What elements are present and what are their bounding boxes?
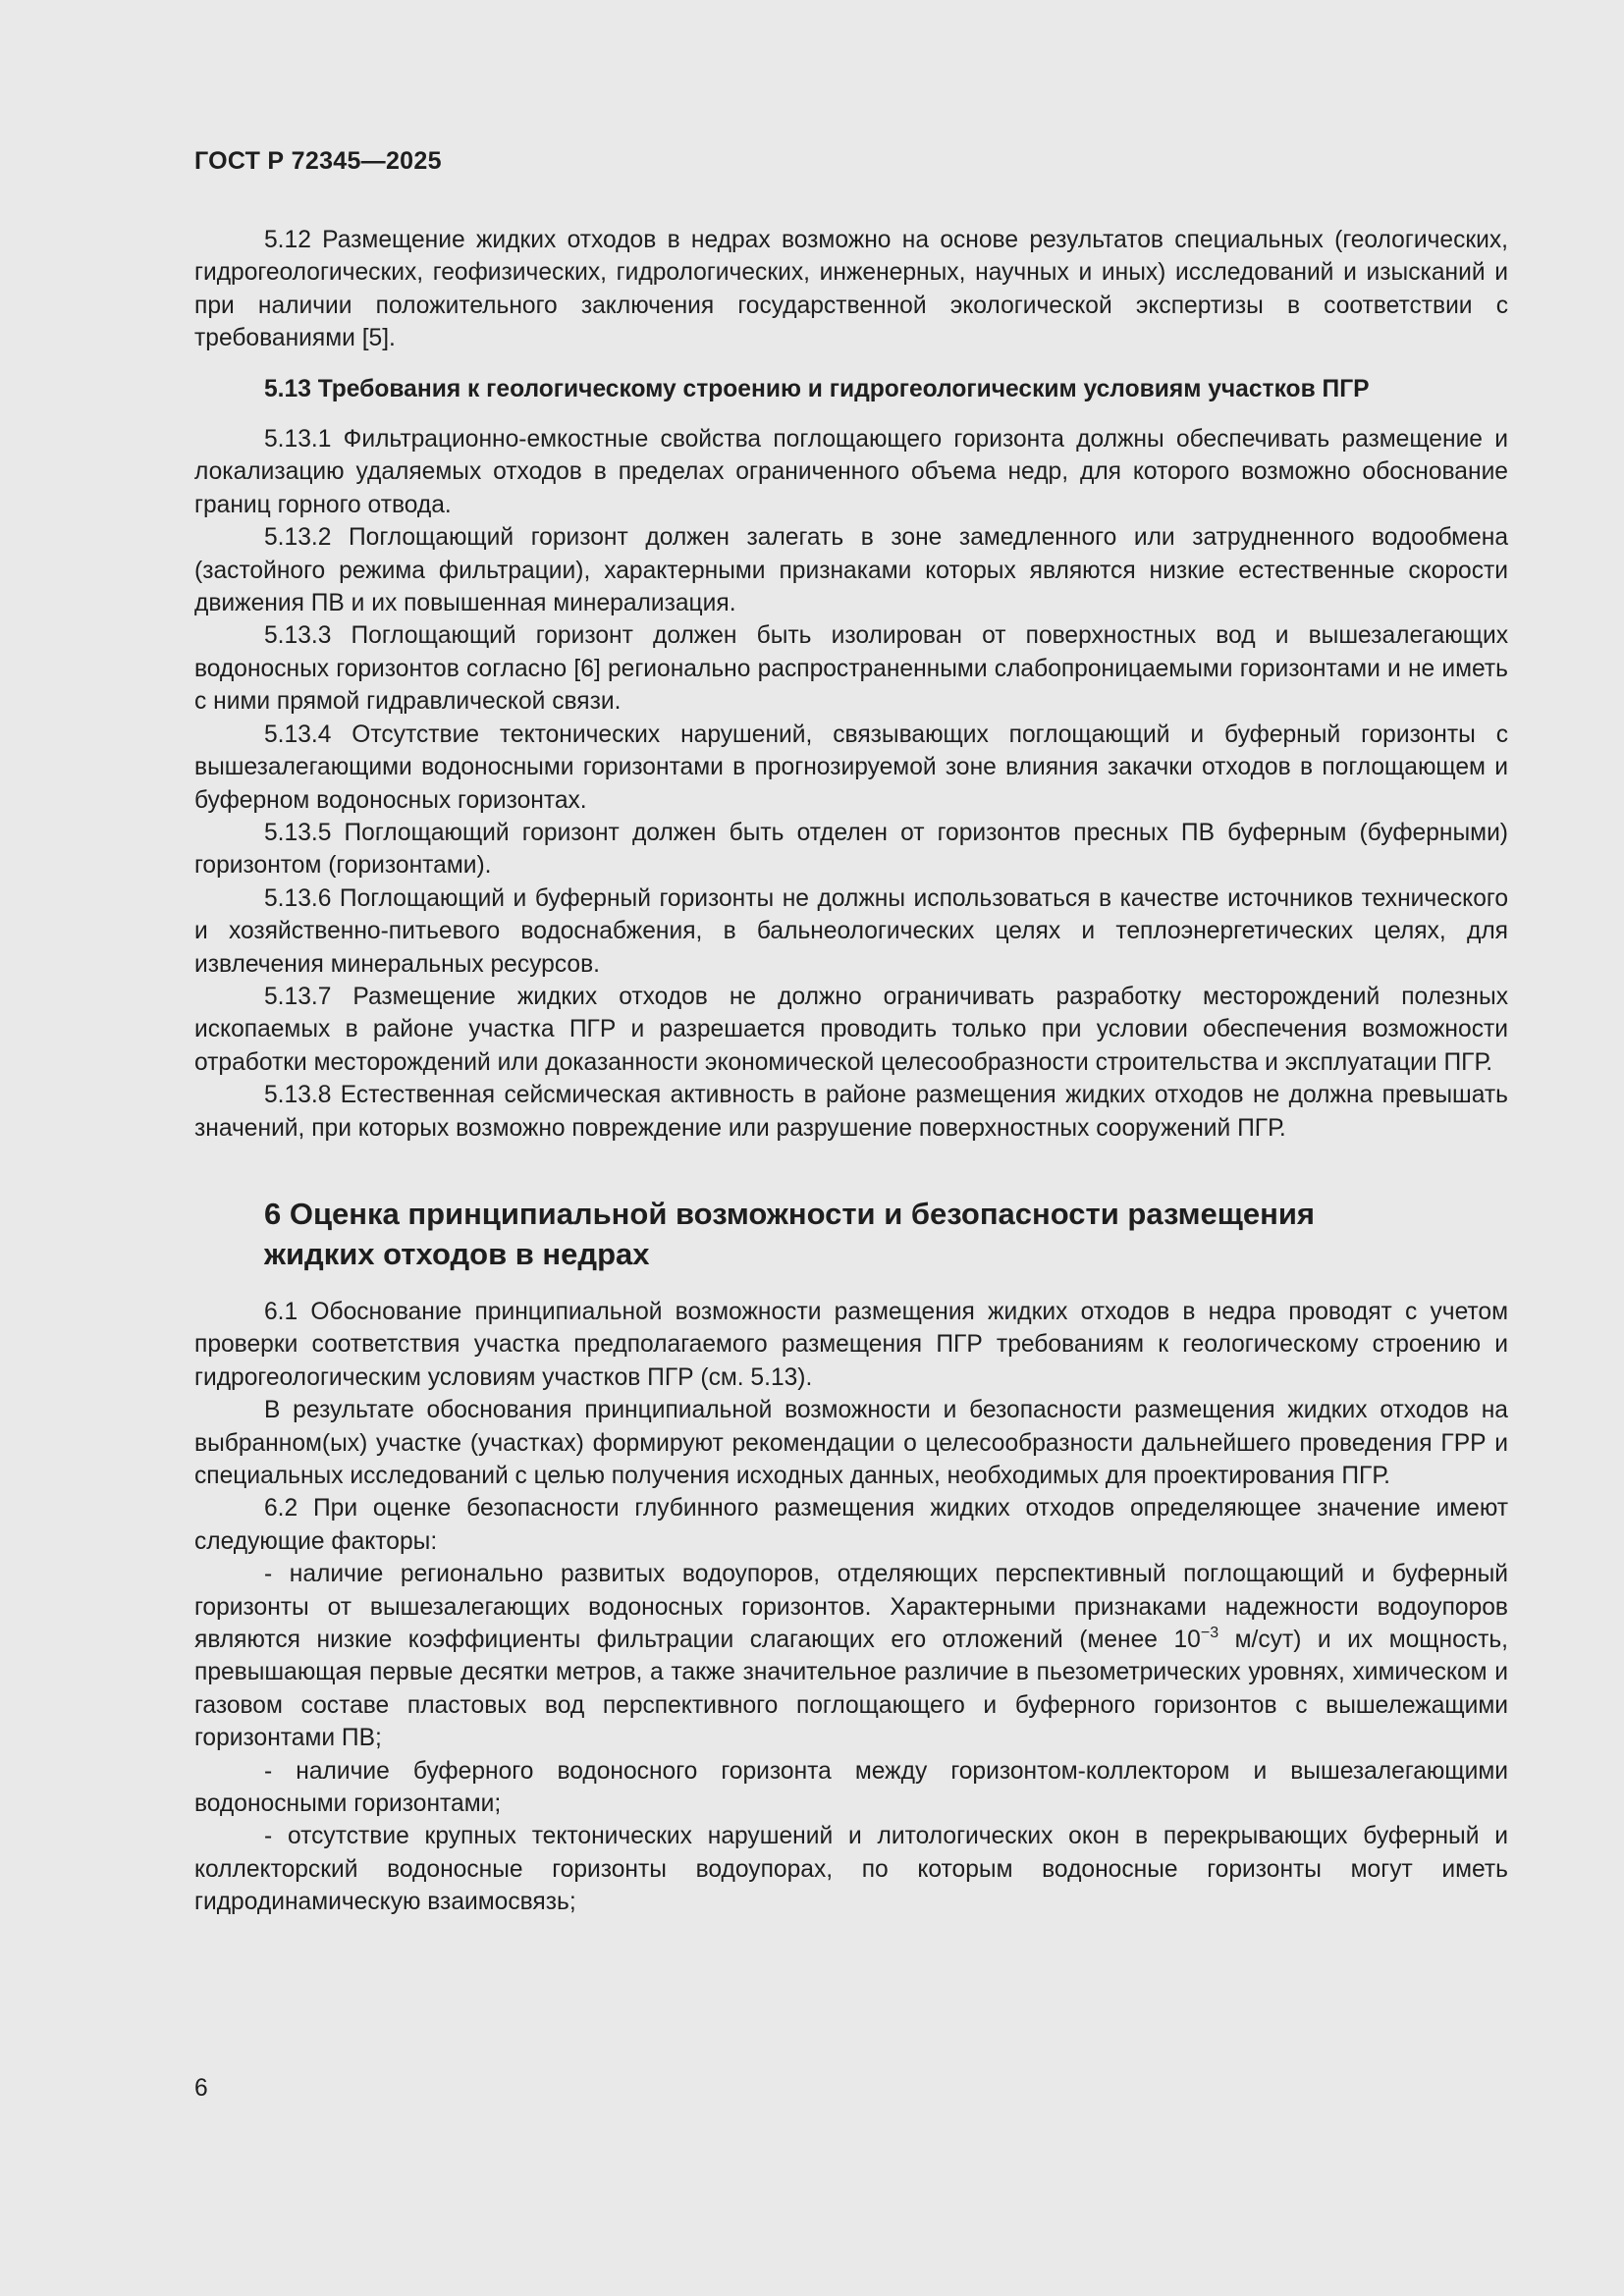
- paragraph-5-13-3: 5.13.3 Поглощающий горизонт должен быть изолирован от поверхностных вод и вышезалегающих водоносных горизонтов согласно [6] регионально распространенными слабопроницаемыми горизонтами и не иметь с ними прямой гидравлической связи.: [194, 622, 1508, 716]
- paragraph-5-13-5: 5.13.5 Поглощающий горизонт должен быть отделен от горизонтов пресных ПВ буферным (буферными) горизонтом (горизонтами).: [194, 819, 1508, 880]
- paragraph-5-13-1: 5.13.1 Фильтрационно-емкостные свойства поглощающего горизонта должны обеспечивать размещение и локализацию удаляемых отходов в пределах ограниченного объема недр, для которого возможно обоснование границ горного отвода.: [194, 426, 1508, 518]
- paragraph-5-12: 5.12 Размещение жидких отходов в недрах возможно на основе результатов специальных (геологических, гидрогеологических, геофизических, гидрологических, инженерных, научных и иных) исследований и изысканий и при наличии положительного заключения государственной экологической экспертизы в соответствии с требованиями [5].: [194, 227, 1508, 352]
- list-item-aquitards: [194, 1558, 1508, 1754]
- paragraph-5-13-4: 5.13.4 Отсутствие тектонических нарушений, связывающих поглощающий и буферный горизонты с вышезалегающими водоносными горизонтами в прогнозируемой зоне влияния закачки отходов в поглощающем и буферном водоносных горизонтах.: [194, 721, 1508, 814]
- list-item-aquitards-text-start: - наличие регионально развитых водоупоров, отделяющих перспективный поглощающий и буферный горизонты от вышезалегающих водоносных горизонтов. Характерными признаками надежности водоупоров являются низкие коэффициенты фильтрации слагающих его отложений (менее 10: [194, 1561, 1508, 1654]
- list-item-tectonic-faults: - отсутствие крупных тектонических нарушений и литологических окон в перекрывающих буферный и коллекторский водоносные горизонты водоупорах, по которым водоносные горизонты могут иметь гидродинамическую взаимосвязь;: [194, 1823, 1508, 1916]
- paragraph-6-1-result: В результате обоснования принципиальной возможности и безопасности размещения жидких отходов на выбранном(ых) участке (участках) формируют рекомендации о целесообразности дальнейшего проведения ГРР и специальных исследований с целью получения исходных данных, необходимых для проектирования ПГР.: [194, 1397, 1508, 1489]
- document-header: ГОСТ Р 72345—2025: [194, 147, 442, 175]
- section-6-heading: [194, 1194, 1508, 1274]
- paragraph-5-13-2: 5.13.2 Поглощающий горизонт должен залегать в зоне замедленного или затрудненного водообмена (застойного режима фильтрации), характерными признаками которых являются низкие естественные скорости движения ПВ и их повышенная минерализация.: [194, 524, 1508, 617]
- paragraph-5-13-8: 5.13.8 Естественная сейсмическая активность в районе размещения жидких отходов не должна превышать значений, при которых возможно повреждение или разрушение поверхностных сооружений ПГР.: [194, 1082, 1508, 1142]
- document-page: [194, 0, 1508, 2296]
- heading-5-13: 5.13 Требования к геологическому строению и гидрогеологическим условиям участков ПГР: [264, 375, 1370, 402]
- page-number: 6: [194, 2075, 208, 2102]
- list-item-buffer-horizon: - наличие буферного водоносного горизонта между горизонтом-коллектором и вышезалегающими водоносными горизонтами;: [194, 1757, 1508, 1818]
- paragraph-6-1: 6.1 Обоснование принципиальной возможности размещения жидких отходов в недра проводят с учетом проверки соответствия участка предполагаемого размещения ПГР требованиям к геологическому строению и гидрогеологическим условиям участков ПГР (см. 5.13).: [194, 1298, 1508, 1391]
- list-item-aquitards-text-end: м/сут) и их мощность, превышающая первые десятки метров, а также значительное различие в пьезометрических уровнях, химическом и газовом составе пластовых вод перспективного поглощающего и буферного горизонтов с вышележащими горизонтами ПВ;: [194, 1627, 1508, 1752]
- paragraph-6-2: 6.2 При оценке безопасности глубинного размещения жидких отходов определяющее значение имеют следующие факторы:: [194, 1495, 1508, 1555]
- paragraph-5-13-6: 5.13.6 Поглощающий и буферный горизонты не должны использоваться в качестве источников технического и хозяйственно-питьевого водоснабжения, в бальнеологических целях и теплоэнергетических целях, для извлечения минеральных ресурсов.: [194, 884, 1508, 978]
- paragraph-5-13-7: 5.13.7 Размещение жидких отходов не должно ограничивать разработку месторождений полезных ископаемых в районе участка ПГР и разрешается проводить только при условии обеспечения возможности отработки месторождений или доказанности экономической целесообразности строительства и эксплуатации ПГР.: [194, 983, 1508, 1076]
- exponent: −3: [1200, 1625, 1219, 1642]
- section-6-heading-line1: 6 Оценка принципиальной возможности и безопасности размещения: [264, 1196, 1316, 1231]
- section-6-heading-line2: жидких отходов в недрах: [264, 1236, 650, 1271]
- document-body: [194, 224, 1508, 1919]
